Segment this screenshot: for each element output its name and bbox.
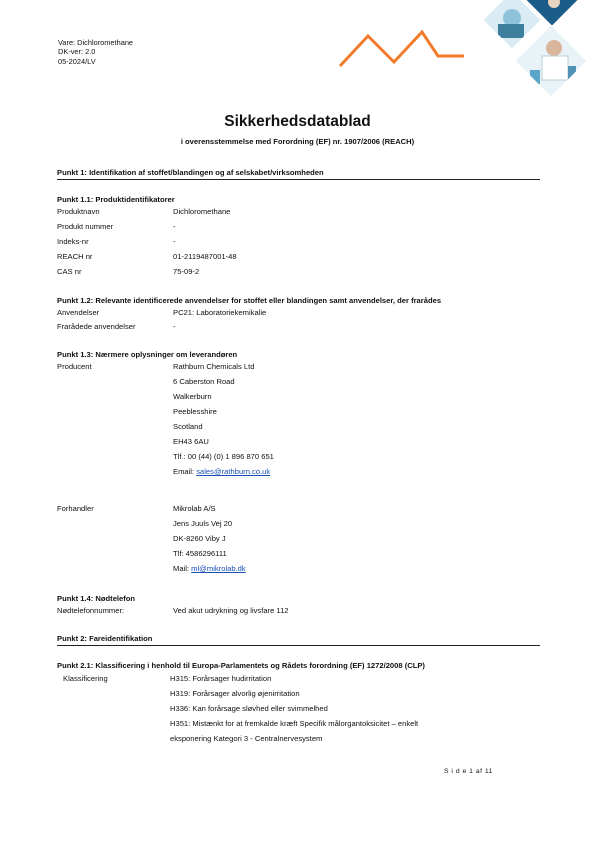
email-prefix: Email:	[173, 467, 197, 476]
field-value: Dichloromethane	[173, 207, 231, 216]
document-title: Sikkerhedsdatablad	[224, 113, 371, 130]
hazard-statement: H319: Forårsager alvorlig øjenirritation	[170, 689, 300, 698]
document-subtitle: i overensstemmelse med Forordning (EF) nr. 1907/2006 (REACH)	[180, 137, 415, 146]
field-label: Anvendelser	[57, 308, 100, 317]
section-2-heading: Punkt 2: Fareidentifikation	[57, 634, 540, 646]
section-1-1-heading: Punkt 1.1: Produktidentifikatorer	[57, 195, 175, 204]
producer-label: Producent	[57, 362, 92, 371]
dealer-mail-link[interactable]: ml@mikrolab.dk	[191, 564, 246, 573]
producer-line: Peeblesshire	[173, 407, 217, 416]
field-value: -	[173, 237, 176, 246]
field-label: Indeks-nr	[57, 237, 89, 246]
lab-photo-collage	[472, 0, 595, 117]
producer-email-line	[173, 467, 270, 477]
page-number: S i d e 1 af 11	[444, 768, 493, 775]
mail-prefix: Mail:	[173, 564, 192, 573]
dealer-line: Mikrolab A/S	[173, 504, 216, 513]
producer-line: Rathburn Chemicals Ltd	[173, 362, 255, 371]
hazard-statement: H351: Mistænkt for at fremkalde kræft Specifik målorgantoksicitet – enkelt	[170, 719, 419, 728]
dealer-line: Tlf: 4586296111	[173, 549, 227, 558]
field-value: PC21: Laboratoriekemikalie	[173, 308, 267, 317]
producer-line: 6 Caberston Road	[173, 377, 235, 386]
hazard-statement: H336: Kan forårsage sløvhed eller svimmelhed	[170, 704, 328, 713]
field-label: Produktnavn	[57, 207, 100, 216]
field-value: -	[173, 322, 176, 331]
emergency-label: Nødtelefonnummer:	[57, 606, 125, 615]
dealer-label: Forhandler	[57, 504, 94, 513]
product-line: Vare: Dichloromethane	[58, 38, 134, 47]
section-1-3-heading: Punkt 1.3: Nærmere oplysninger om leverandøren	[57, 350, 238, 359]
field-label: REACH nr	[57, 252, 93, 261]
hazard-statement: eksponering Kategori 3 - Centralnervesystem	[170, 734, 323, 743]
producer-line: Scotland	[173, 422, 203, 431]
classification-label: Klassificering	[63, 674, 108, 683]
producer-line: Walkerburn	[173, 392, 212, 401]
microlab-logo-icon	[330, 22, 470, 77]
dealer-line: Jens Juuls Vej 20	[173, 519, 233, 528]
dealer-line: DK-8260 Viby J	[173, 534, 226, 543]
dk-version: DK-ver: 2.0	[58, 47, 96, 57]
field-label: Produkt nummer	[57, 222, 114, 231]
section-2-1-heading: Punkt 2.1: Klassificering i henhold til Europa-Parlamentets og Rådets forordning (EF) 1272/2008 (CLP)	[57, 661, 425, 670]
section-1-2-heading: Punkt 1.2: Relevante identificerede anvendelser for stoffet eller blandingen samt anvendelser, der frarådes	[57, 296, 442, 305]
producer-line: Tlf.: 00 (44) (0) 1 896 870 651	[173, 452, 274, 461]
field-label: CAS nr	[57, 267, 82, 276]
producer-line: EH43 6AU	[173, 437, 209, 446]
producer-email-link[interactable]: sales@rathburn.co.uk	[196, 467, 271, 476]
hazard-statement: H315: Forårsager hudirritation	[170, 674, 272, 683]
section-1-heading: Punkt 1: Identifikation af stoffet/blandingen og af selskabet/virksomheden	[57, 168, 540, 180]
emergency-value: Ved akut udrykning og livsfare 112	[173, 606, 289, 615]
section-1-4-heading: Punkt 1.4: Nødtelefon	[57, 594, 136, 603]
field-value: 75-09-2	[173, 267, 200, 276]
field-value: -	[173, 222, 176, 231]
dealer-mail-line	[173, 564, 246, 574]
revision-date: 05-2024/LV	[58, 56, 96, 66]
field-label: Frarådede anvendelser	[57, 322, 136, 331]
field-value: 01-2119487001-48	[173, 252, 237, 261]
document-meta	[58, 38, 133, 66]
